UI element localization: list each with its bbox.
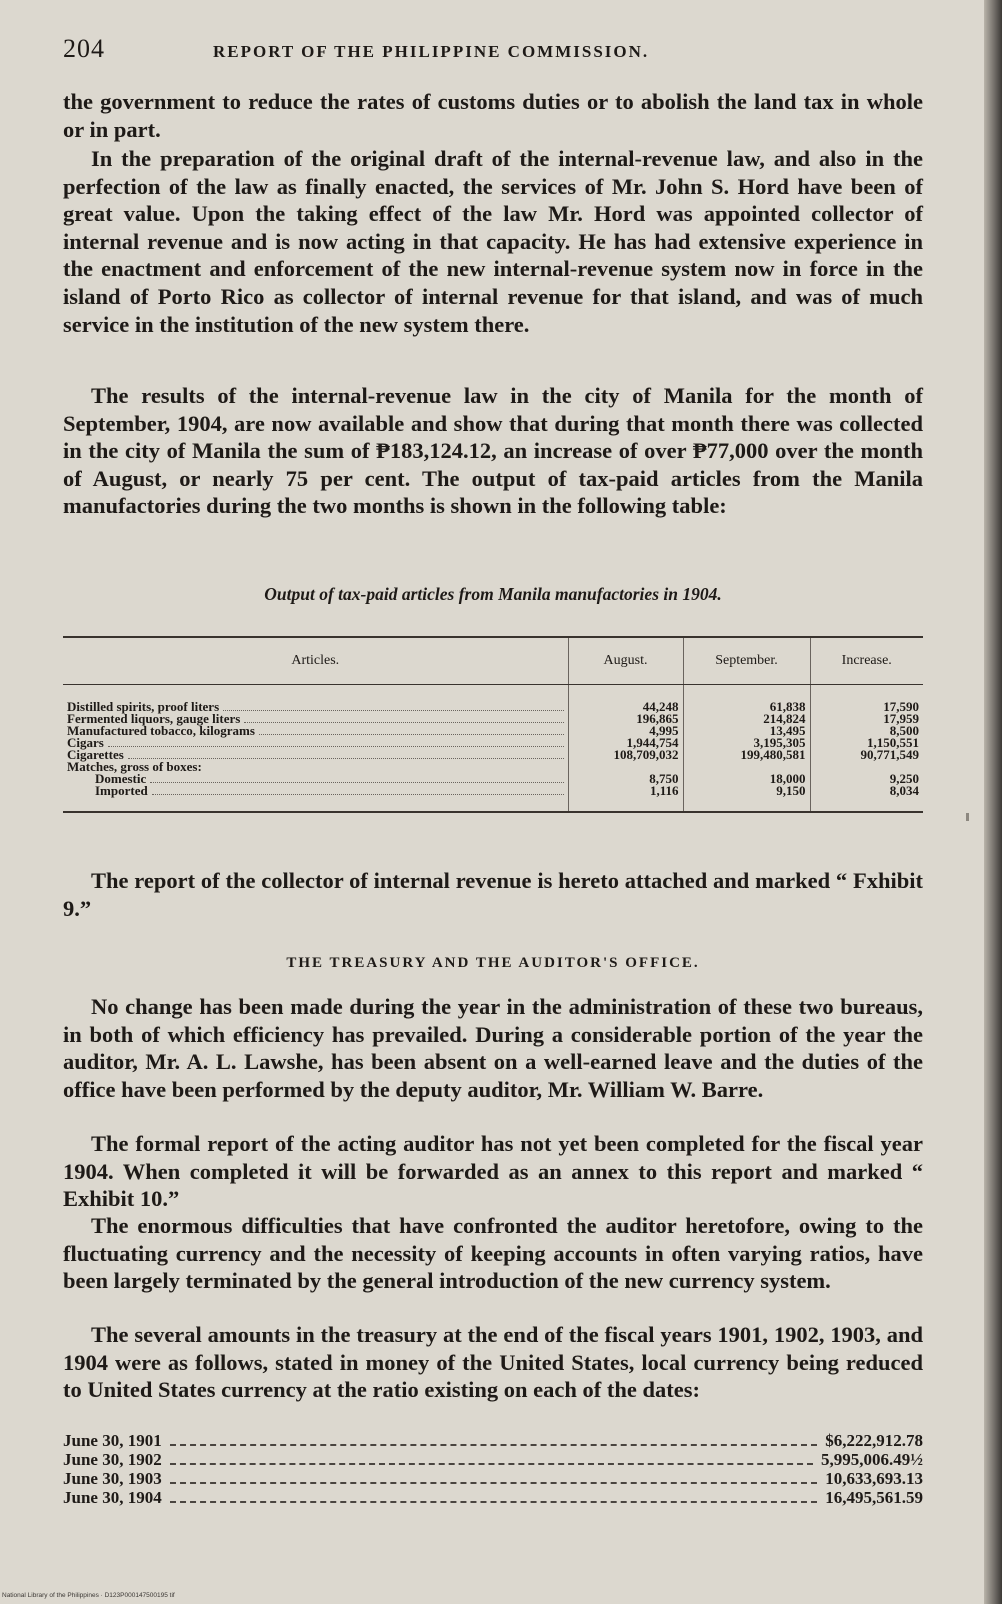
list-item bbox=[63, 1431, 923, 1450]
amount-value: $6,222,912.78 bbox=[825, 1431, 923, 1450]
output-table bbox=[63, 636, 923, 813]
article-name: Cigars bbox=[67, 735, 104, 750]
page-header bbox=[63, 34, 923, 64]
increase-value: 90,771,549 bbox=[810, 749, 923, 761]
article-name: Distilled spirits, proof liters bbox=[67, 699, 220, 714]
table-row bbox=[63, 785, 923, 812]
september-value: 13,495 bbox=[683, 725, 810, 737]
august-value: 1,116 bbox=[568, 785, 683, 812]
august-value: 108,709,032 bbox=[568, 749, 683, 761]
column-header-september: September. bbox=[683, 637, 810, 685]
paragraph-manila-results: The results of the internal-revenue law in the city of Manila for the month of September, 1904, are now available and show that during that month there was collected in the city of Manila the sum of ₱183,124.12, an increase of over ₱77,000 over the month of August, or nearly 75 per cent. The output of tax-paid articles from the Manila manufactories during the two months is shown in the following table: bbox=[63, 383, 923, 519]
amount-value: 16,495,561.59 bbox=[825, 1488, 923, 1507]
article-name: Matches, gross of boxes: bbox=[67, 759, 202, 774]
section-heading: THE TREASURY AND THE AUDITOR'S OFFICE. bbox=[286, 955, 700, 971]
page-edge bbox=[984, 0, 1002, 1604]
amount-value: 10,633,693.13 bbox=[825, 1469, 923, 1488]
table-row bbox=[63, 685, 923, 714]
september-value: 199,480,581 bbox=[683, 749, 810, 761]
list-item bbox=[63, 1469, 923, 1488]
august-value: 196,865 bbox=[568, 713, 683, 725]
increase-value: 8,500 bbox=[810, 725, 923, 737]
september-value: 9,150 bbox=[683, 785, 810, 812]
treasury-amounts-list bbox=[63, 1431, 923, 1507]
list-item bbox=[63, 1488, 923, 1507]
paragraph-no-change: No change has been made during the year in the administration of these two bureaus, in both of which efficiency has prevailed. During a considerable portion of the year the auditor, Mr. A. L. Lawshe, has been absent on a well-earned leave and the duties of the office have been performed by the deputy auditor, Mr. William W. Barre. bbox=[63, 994, 923, 1102]
column-header-august: August. bbox=[568, 637, 683, 685]
list-item bbox=[63, 1450, 923, 1469]
increase-value: 17,959 bbox=[810, 713, 923, 725]
september-value: 18,000 bbox=[683, 773, 810, 785]
paragraph-difficulties: The enormous difficulties that have confronted the auditor heretofore, owing to the fluctuating currency and the necessity of keeping accounts in often varying ratios, have been largely terminated by the general introduction of the new currency system. bbox=[63, 1213, 923, 1294]
paragraph-hord: In the preparation of the original draft of the internal-revenue law, and also in the perfection of the law as finally enacted, the services of Mr. John S. Hord have been of great value. Upon the taking effect of the law Mr. Hord was appointed collector of internal revenue and is now acting in that capacity. He has had extensive experience in the enactment and enforcement of the new internal-revenue system now in force in the island of Porto Rico as collector of internal revenue for that island, and was of much service in the institution of the new system there. bbox=[63, 146, 923, 337]
running-head: REPORT OF THE PHILIPPINE COMMISSION. bbox=[213, 42, 650, 61]
article-name: Manufactured tobacco, kilograms bbox=[67, 723, 255, 738]
increase-value: 8,034 bbox=[810, 785, 923, 812]
paragraph-continuation: the government to reduce the rates of customs duties or to abolish the land tax in whole or in part. bbox=[63, 89, 923, 142]
scan-stamp: National Library of the Philippines · D123P000147500195 tif bbox=[2, 1592, 175, 1599]
amount-date: June 30, 1903 bbox=[63, 1469, 162, 1488]
august-value: 44,248 bbox=[568, 685, 683, 714]
august-value: 4,995 bbox=[568, 725, 683, 737]
article-name: Domestic bbox=[95, 771, 147, 786]
amount-date: June 30, 1902 bbox=[63, 1450, 162, 1469]
increase-value: 17,590 bbox=[810, 685, 923, 714]
september-value: 214,824 bbox=[683, 713, 810, 725]
paragraph-treasury-amounts: The several amounts in the treasury at the end of the fiscal years 1901, 1902, 1903, and 1904 were as follows, stated in money of the United States, local currency being reduced to United States currency at the ratio existing on each of the dates: bbox=[63, 1322, 923, 1403]
september-value: 3,195,305 bbox=[683, 737, 810, 749]
amount-date: June 30, 1904 bbox=[63, 1488, 162, 1507]
august-value: 1,944,754 bbox=[568, 737, 683, 749]
increase-value: 9,250 bbox=[810, 773, 923, 785]
margin-mark bbox=[966, 813, 969, 821]
column-header-increase: Increase. bbox=[810, 637, 923, 685]
amount-value: 5,995,006.49½ bbox=[821, 1450, 923, 1469]
paragraph-exhibit-9: The report of the collector of internal revenue is hereto attached and marked “ Fxhibit 9.” bbox=[63, 868, 923, 921]
table-header-row bbox=[63, 637, 923, 685]
article-name: Fermented liquors, gauge liters bbox=[67, 711, 241, 726]
page-number: 204 bbox=[63, 34, 105, 63]
amount-date: June 30, 1901 bbox=[63, 1431, 162, 1450]
paragraph-formal-report: The formal report of the acting auditor has not yet been completed for the fiscal year 1904. When completed it will be forwarded as an annex to this report and marked “ Exhibit 10.” bbox=[63, 1131, 923, 1212]
increase-value: 1,150,551 bbox=[810, 737, 923, 749]
article-name: Imported bbox=[95, 783, 148, 798]
column-header-articles: Articles. bbox=[63, 637, 568, 685]
table-caption: Output of tax-paid articles from Manila manufactories in 1904. bbox=[264, 584, 722, 604]
article-name: Cigarettes bbox=[67, 747, 124, 762]
september-value: 61,838 bbox=[683, 685, 810, 714]
august-value: 8,750 bbox=[568, 773, 683, 785]
